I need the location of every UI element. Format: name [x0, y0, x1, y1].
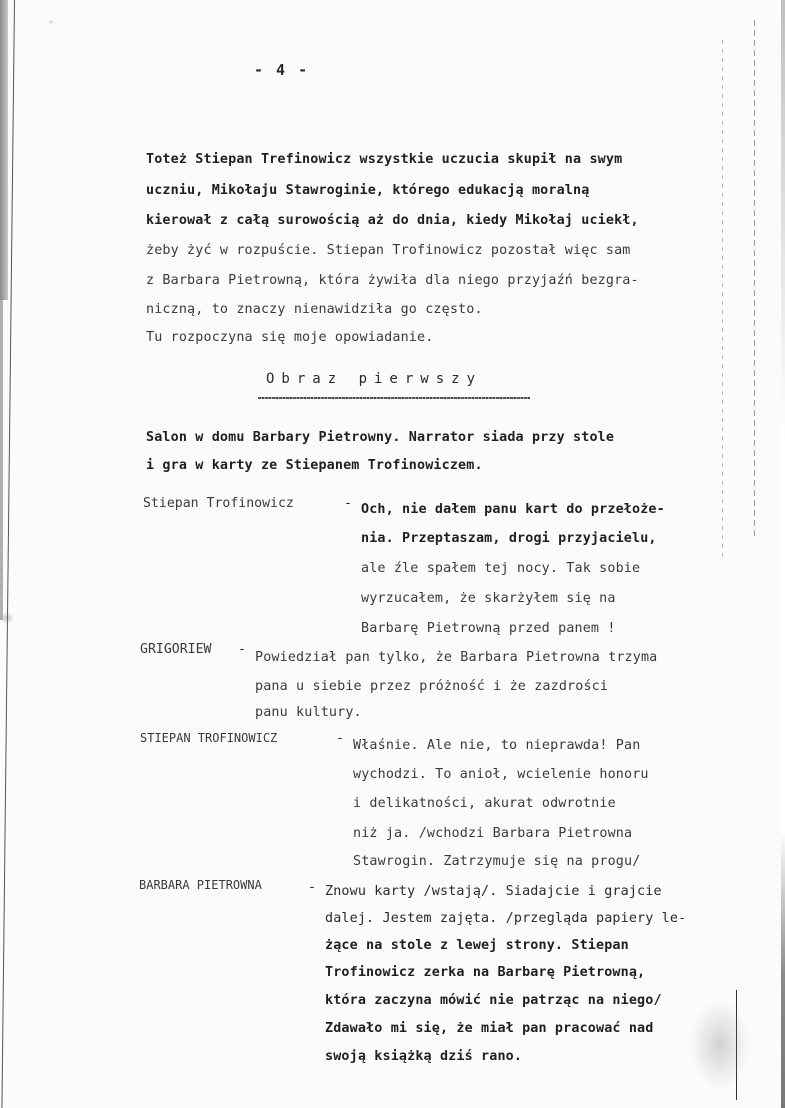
dialogue-line: nia. Przeptaszam, drogi przyjacielu, — [361, 531, 657, 546]
ink-speck — [48, 20, 54, 24]
page-number: - 4 - — [254, 61, 310, 79]
dialogue-line: wyrzucałem, że skarżyłem się na — [361, 591, 616, 606]
speaker-dash: - — [336, 731, 344, 746]
intro-line: uczniu, Mikołaju Stawroginie, którego edukacją moralną — [146, 183, 590, 198]
dialogue-line: i delikatności, akurat odwrotnie — [353, 796, 616, 811]
stage-direction-line: Salon w domu Barbary Pietrowny. Narrator siada przy stole — [146, 430, 615, 445]
dialogue-line: Znowu karty /wstają/. Siadajcie i grajcie — [325, 884, 662, 899]
dialogue-line: dalej. Jestem zajęta. /przegląda papiery le- — [325, 911, 687, 926]
dialogue-line: ale źle spałem tej nocy. Tak sobie — [361, 561, 641, 576]
intro-line: Tu rozpoczyna się moje opowiadanie. — [146, 330, 434, 345]
intro-line: kierował z całą surowością aż do dnia, kiedy Mikołaj uciekł, — [146, 213, 639, 228]
speaker-name: GRIGORIEW — [140, 642, 212, 657]
dialogue-line: Właśnie. Ale nie, to nieprawda! Pan — [353, 738, 641, 753]
dialogue-line: Zdawało mi się, że miał pan pracować nad — [325, 1021, 654, 1036]
dialogue-line: pana u siebie przez próżność i że zazdrości — [255, 679, 609, 694]
intro-line: niczną, to znaczy nienawidziła go często. — [146, 302, 483, 317]
scan-artifact-line — [722, 40, 723, 560]
dialogue-line: Barbarę Pietrowną przed panem ! — [361, 621, 616, 636]
punch-hole-mark — [0, 612, 14, 624]
scan-shadow-right — [781, 0, 785, 1108]
scan-artifact-line — [754, 20, 755, 540]
intro-line: Toteż Stiepan Trefinowicz wszystkie uczucia skupił na swym — [146, 152, 623, 167]
dialogue-line: panu kultury. — [255, 705, 362, 720]
scan-shadow-left — [0, 0, 8, 300]
intro-line: żeby żyć w rozpuście. Stiepan Trofinowicz pozostał więc sam — [146, 243, 631, 258]
dialogue-line: żące na stole z lewej strony. Stiepan — [325, 938, 629, 953]
speaker-name: STIEPAN TROFINOWICZ — [140, 731, 278, 745]
dialogue-line: Powiedział pan tylko, że Barbara Pietrowna trzyma — [255, 650, 658, 665]
speaker-dash: - — [238, 642, 246, 657]
scan-shadow-left-lower — [0, 300, 3, 620]
heading-underline — [258, 397, 530, 399]
dialogue-line: Trofinowicz zerka na Barbarę Pietrowną, — [325, 965, 646, 980]
dialogue-line: swoją książką dziś rano. — [325, 1049, 523, 1064]
speaker-name: Stiepan Trofinowicz — [143, 496, 294, 511]
speaker-dash: - — [344, 496, 352, 511]
dialogue-line: Och, nie dałem panu kart do przełoże- — [361, 502, 665, 517]
intro-line: z Barbara Pietrowną, która żywiła dla niego przyjaźń bezgra- — [146, 273, 639, 288]
speaker-dash: - — [308, 880, 316, 895]
dialogue-line: niż ja. /wchodzi Barbara Pietrowna — [353, 826, 633, 841]
speaker-name: BARBARA PIETROWNA — [139, 878, 262, 892]
dialogue-line: wychodzi. To anioł, wcielenie honoru — [353, 767, 649, 782]
scan-noise — [690, 1000, 750, 1090]
dialogue-line: Stawrogin. Zatrzymuje się na progu/ — [353, 854, 641, 869]
section-heading: Obraz pierwszy — [266, 371, 483, 387]
stage-direction-line: i gra w karty ze Stiepanem Trofinowiczem. — [146, 458, 483, 473]
dialogue-line: która zaczyna mówić nie patrząc na niego/ — [325, 993, 662, 1008]
